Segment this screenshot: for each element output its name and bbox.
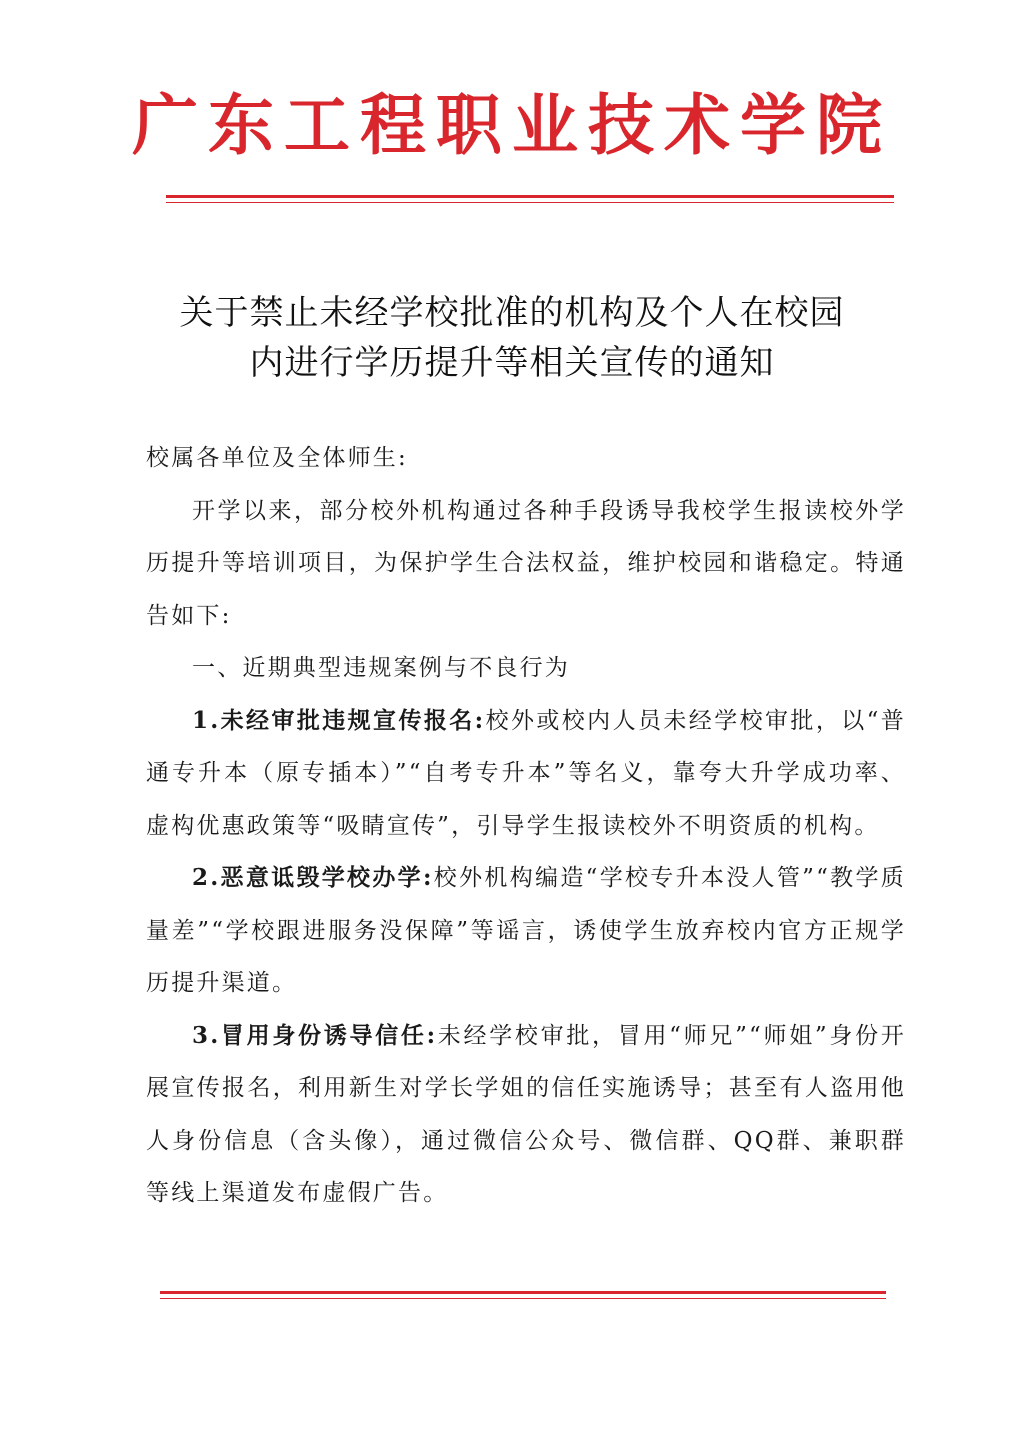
rule-thick-line xyxy=(160,1291,886,1294)
rule-thin-line xyxy=(160,1298,886,1299)
intro-paragraph: 开学以来，部分校外机构通过各种手段诱导我校学生报读校外学历提升等培训项目，为保护学生合法权益，维护校园和谐稳定。特通告如下: xyxy=(146,497,906,629)
institution-masthead: 广东工程职业技术学院 xyxy=(132,86,892,164)
masthead-red-rule xyxy=(166,195,894,203)
case-item-label: 1.未经审批违规宣传报名: xyxy=(192,706,486,734)
case-item-label: 2.恶意诋毁学校办学: xyxy=(192,864,434,891)
case-item-text: 校外或校内人员未经学校审批，以“普通专升本（原专插本）”“自考专升本”等名义，靠夸大升学成功率、虚构优惠政策等“吸睛宣传”，引导学生报读校外不明资质的机构。 xyxy=(146,707,906,839)
title-line-2: 内进行学历提升等相关宣传的通知 xyxy=(249,343,775,383)
section-heading: 一、近期典型违规案例与不良行为 xyxy=(192,655,570,681)
case-item-3 xyxy=(146,1010,906,1220)
salutation: 校属各单位及全体师生: xyxy=(146,445,408,471)
title-line-1: 关于禁止未经学校批准的机构及个人在校园 xyxy=(179,293,845,333)
notice-body xyxy=(146,432,906,1220)
case-item-1 xyxy=(146,695,906,853)
case-item-2 xyxy=(146,852,906,1010)
case-item-label: 3.冒用身份诱导信任: xyxy=(192,1021,438,1049)
notice-title xyxy=(120,288,904,388)
rule-thick-line xyxy=(166,195,894,198)
case-item-text: 校外机构编造“学校专升本没人管”“教学质量差”“学校跟进服务没保障”等谣言，诱使学生放弃校内官方正规学历提升渠道。 xyxy=(146,865,906,996)
rule-thin-line xyxy=(166,202,894,203)
case-item-text: 未经学校审批，冒用“师兄”“师姐”身份开展宣传报名，利用新生对学长学姐的信任实施诱导；甚至有人盗用他人身份信息（含头像），通过微信公众号、微信群、QQ群、兼职群等线上渠道发布虚假广告。 xyxy=(146,1022,906,1206)
footer-red-rule xyxy=(160,1291,886,1299)
